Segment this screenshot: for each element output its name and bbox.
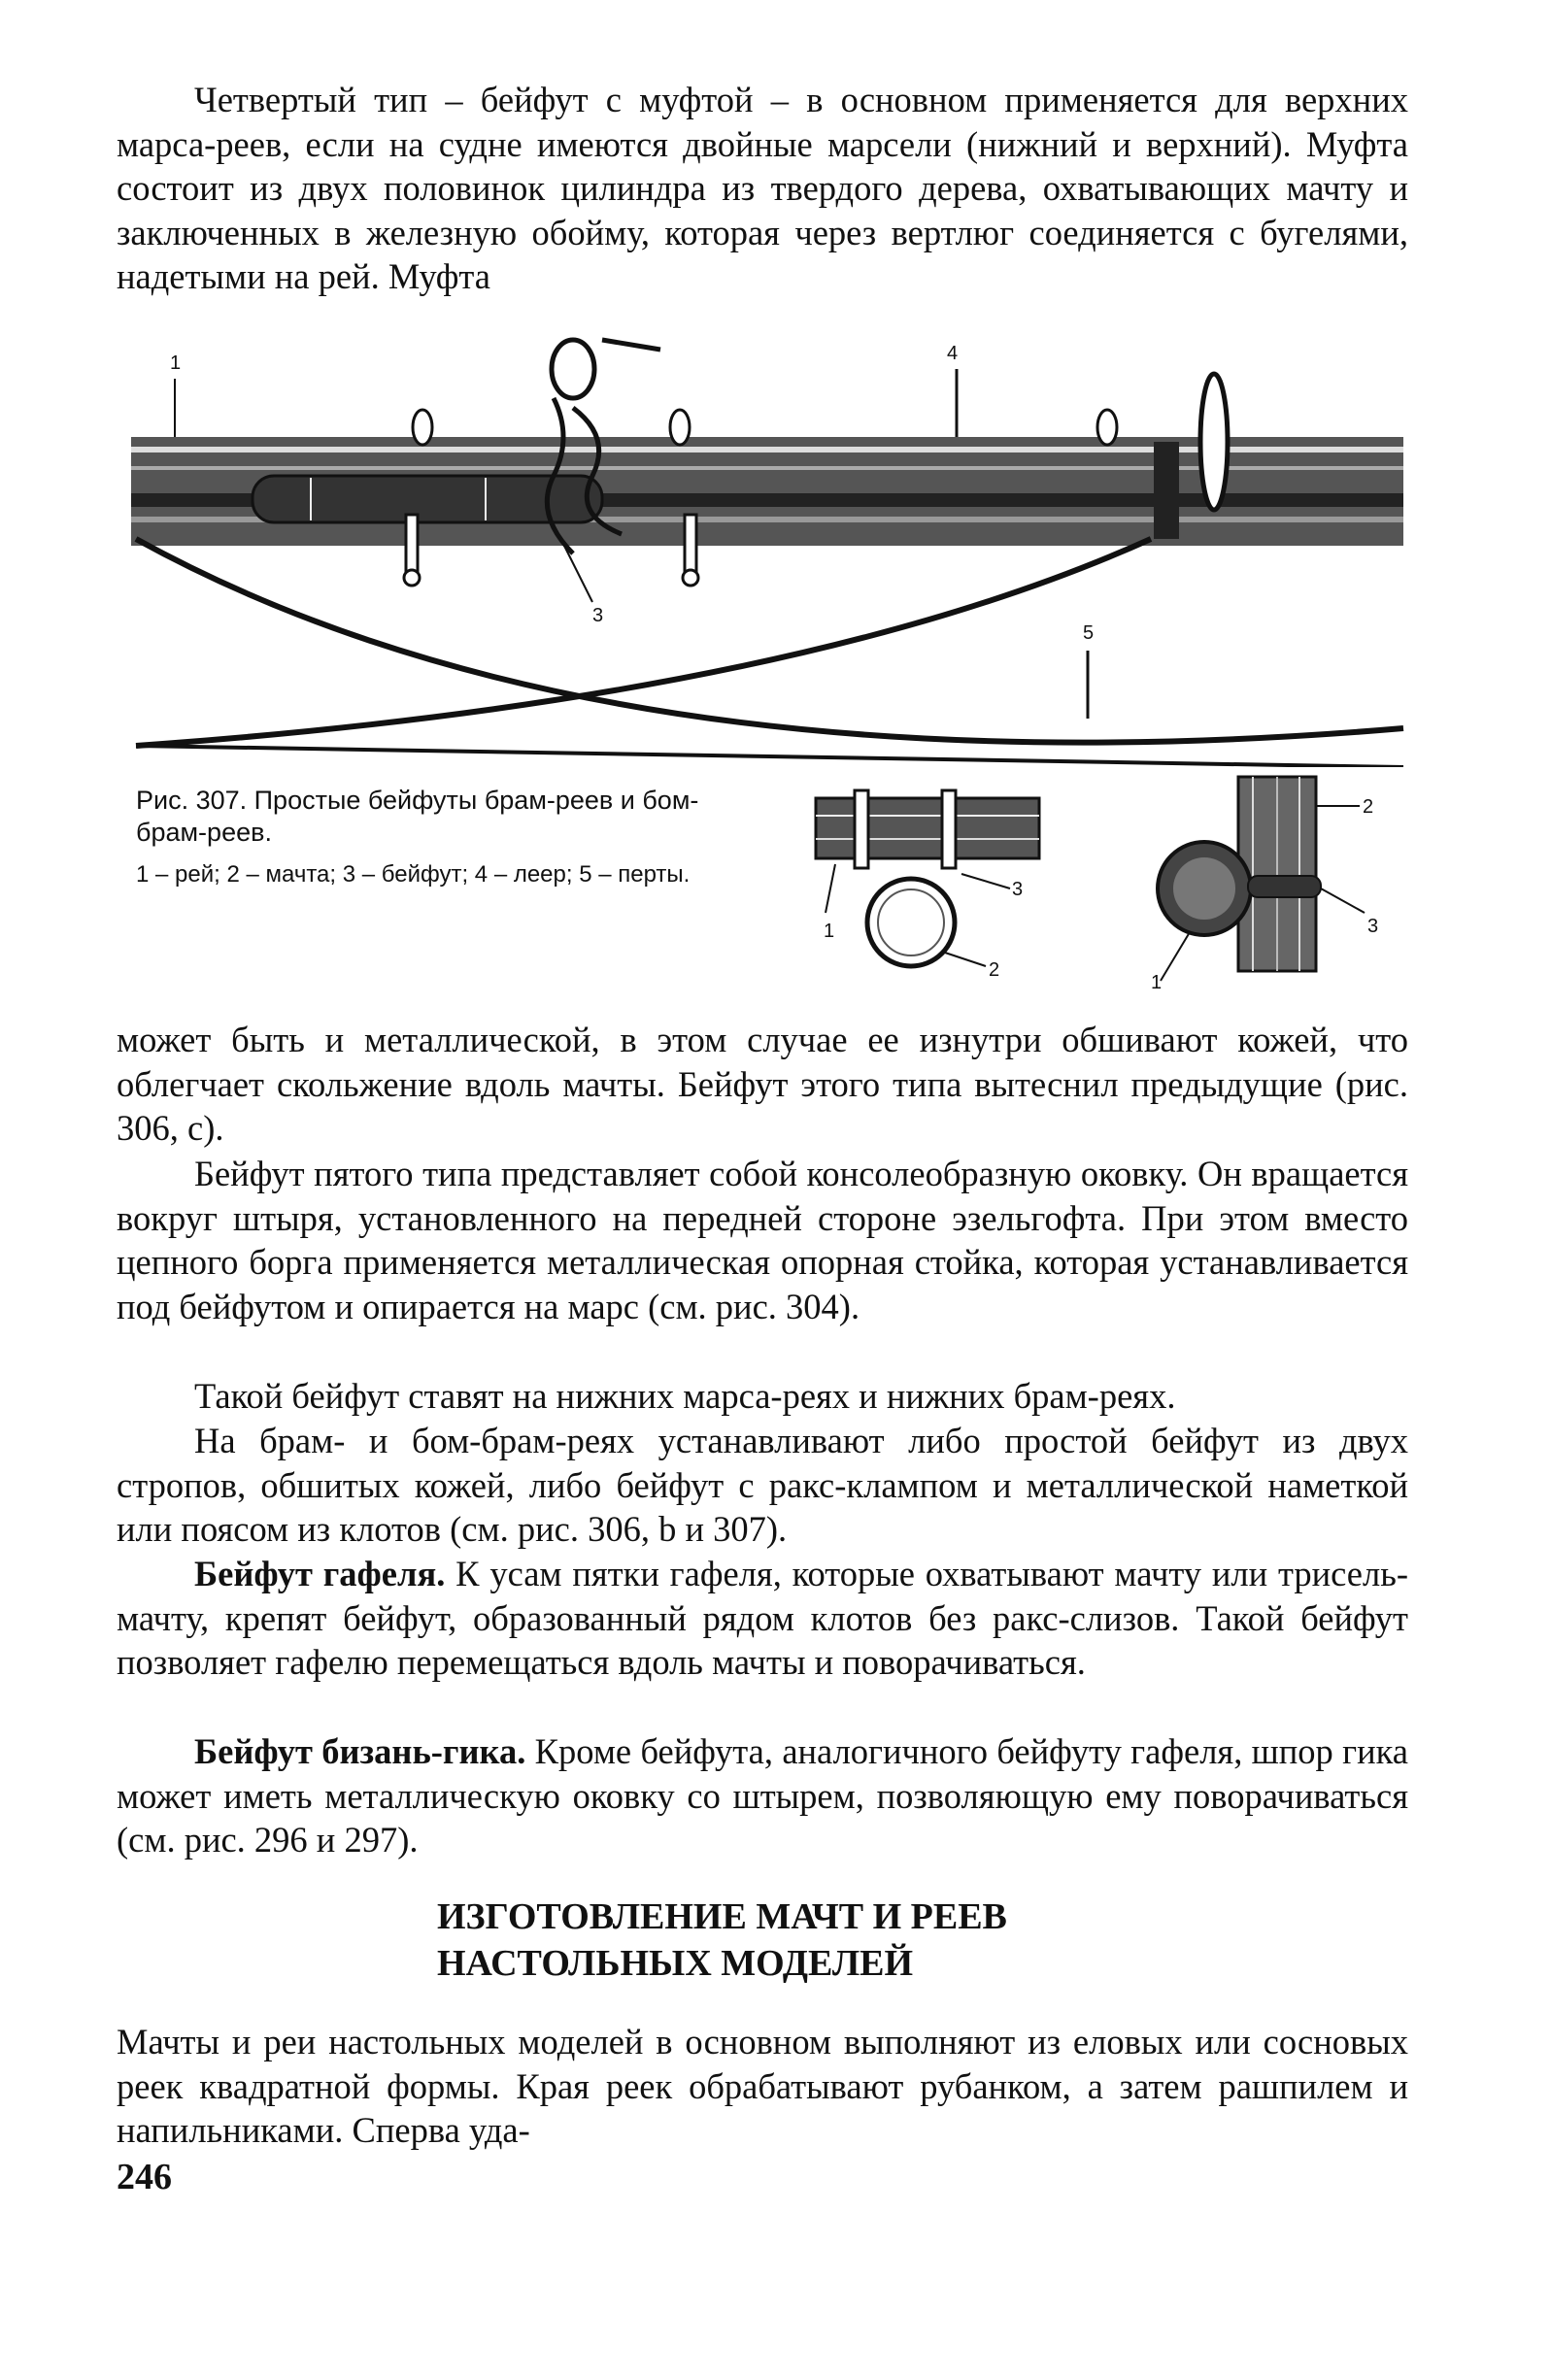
paragraph-metal-sleeve: может быть и металлической, в этом случае ее изнутри обшивают кожей, что облегчает скольжение вдоль мачты. Бейфут этого типа вытеснил предыдущие (рис. 306, с). <box>117 1020 1408 1148</box>
figure-307-detail-b <box>1146 767 1399 990</box>
page-number: 246 <box>117 2157 172 2197</box>
label-top-5: 5 <box>1083 622 1095 644</box>
label-b-3: 3 <box>1367 916 1379 937</box>
label-a-2: 2 <box>989 959 1000 981</box>
label-a-1: 1 <box>824 921 835 942</box>
section-heading <box>291 1894 1263 1987</box>
boom-parrel-text: Кроме бейфута, аналогичного бейфуту гафеля, шпор гика может иметь металлическую оковку со штырем, позволяющую ему поворачиваться (см. рис. 296 и 297). <box>117 1731 1408 1860</box>
label-a-3: 3 <box>1012 879 1024 900</box>
figure-307-detail-a <box>806 777 1068 990</box>
paragraph-models: Мачты и реи настольных моделей в основном выполняют из еловых или сосновых реек квадратной формы. Края реек обрабатывают рубанком, а затем рашпилем и напильниками. Сперва уда- <box>117 2022 1408 2150</box>
heading-line-2: НАСТОЛЬНЫХ МОДЕЛЕЙ <box>437 1943 914 1984</box>
heading-line-1: ИЗГОТОВЛЕНИЕ МАЧТ И РЕЕВ <box>437 1896 1007 1937</box>
figure-caption: Рис. 307. Простые бейфуты брам-реев и бом-брам-реев. <box>136 786 699 847</box>
figure-307-main <box>117 330 1408 767</box>
gaff-parrel-text: К усам пятки гафеля, которые охватывают мачту или трисель-мачту, крепят бейфут, образованный рядом клотов без ракс-слизов. Такой бейфут позволяет гафелю перемещаться вдоль мачты и поворачиваться. <box>117 1554 1409 1682</box>
label-b-1: 1 <box>1151 972 1163 990</box>
paragraph-lower-yards: Такой бейфут ставят на нижних марса-реях и нижних брам-реях. <box>194 1376 1176 1416</box>
paragraph-fifth-type: Бейфут пятого типа представляет собой консолеобразную оковку. Он вращается вокруг штыря, установленного на передней стороне эзельгофта. При этом вместо цепного борга применяется металлическая опорная стойка, которая устанавливается под бейфутом и опирается на марс (см. рис. 304). <box>117 1154 1408 1326</box>
paragraph-boom-parrel <box>117 1729 1408 1862</box>
label-top-3: 3 <box>592 605 604 626</box>
label-top-4: 4 <box>947 343 959 364</box>
boom-parrel-term: Бейфут бизань-гика. <box>194 1731 526 1771</box>
paragraph-fourth-type: Четвертый тип – бейфут с муфтой – в основном применяется для верхних марса-реев, если на судне имеются двойные марсели (нижний и верхний). Муфта состоит из двух половинок цилиндра из твердого дерева, охватывающих мачту и заключенных в железную обойму, которая через вертлюг соединяется с бугелями, надетыми на рей. Муфта <box>117 80 1408 296</box>
label-top-1: 1 <box>170 352 182 374</box>
paragraph-gaff-parrel <box>117 1552 1408 1685</box>
gaff-parrel-term: Бейфут гафеля. <box>194 1554 446 1593</box>
figure-legend: 1 – рей; 2 – мачта; 3 – бейфут; 4 – леер; 5 – перты. <box>136 861 691 888</box>
label-b-2: 2 <box>1363 796 1374 818</box>
paragraph-royal-yards: На брам- и бом-брам-реях устанавливают либо простой бейфут из двух стропов, обшитых кожей, либо бейфут с ракс-клампом и металлической наметкой или поясом из клотов (см. рис. 306, b и 307). <box>117 1421 1408 1549</box>
